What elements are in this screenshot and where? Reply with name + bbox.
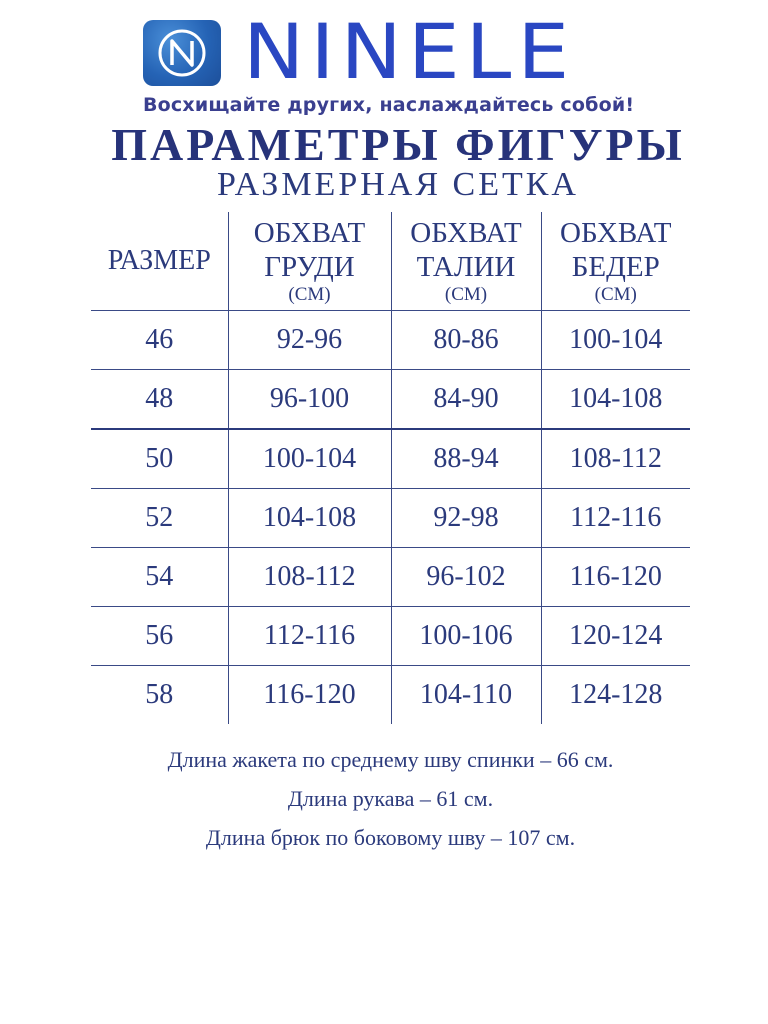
header-hips-line2: БЕДЕР: [571, 251, 660, 283]
table-row: [91, 489, 690, 548]
waist-cell: 100-106: [391, 607, 541, 666]
hips-cell: 112-116: [541, 489, 690, 548]
size-cell: 52: [91, 489, 228, 548]
header-hips-unit: (СМ): [594, 284, 637, 305]
hips-cell: 124-128: [541, 666, 690, 725]
note-sleeve-length: Длина рукава – 61 см.: [287, 786, 494, 811]
size-chart-table: [91, 212, 690, 724]
waist-cell: 84-90: [391, 370, 541, 430]
size-cell: 58: [91, 666, 228, 725]
chest-cell: 108-112: [228, 548, 391, 607]
hips-cell: 100-104: [541, 311, 690, 370]
table-row: [91, 666, 690, 725]
table-row: [91, 607, 690, 666]
header-chest-unit: (СМ): [288, 284, 331, 305]
brand-logo: [143, 8, 576, 97]
header-chest: [228, 212, 391, 311]
hips-cell: 116-120: [541, 548, 690, 607]
chest-cell: 100-104: [228, 429, 391, 489]
waist-cell: 96-102: [391, 548, 541, 607]
header-waist-line2: ТАЛИИ: [416, 251, 516, 283]
table-row: [91, 429, 690, 489]
header-waist-unit: (СМ): [444, 284, 488, 305]
waist-cell: 92-98: [391, 489, 541, 548]
size-cell: 50: [91, 429, 228, 489]
waist-cell: 80-86: [391, 311, 541, 370]
chest-cell: 96-100: [228, 370, 391, 430]
size-cell: 56: [91, 607, 228, 666]
header-waist-line1: ОБХВАТ: [410, 217, 522, 249]
header-size: [91, 212, 228, 311]
page-title: ПАРАМЕТРЫ ФИГУРЫ: [111, 119, 685, 170]
header-waist: [391, 212, 541, 311]
chest-cell: 116-120: [228, 666, 391, 725]
hips-cell: 104-108: [541, 370, 690, 430]
header-hips: [541, 212, 690, 311]
table-row: [91, 548, 690, 607]
size-cell: 48: [91, 370, 228, 430]
header-chest-line2: ГРУДИ: [264, 251, 355, 283]
header-chest-line1: ОБХВАТ: [253, 217, 366, 249]
chest-cell: 112-116: [228, 607, 391, 666]
chest-cell: 104-108: [228, 489, 391, 548]
hips-cell: 120-124: [541, 607, 690, 666]
hips-cell: 108-112: [541, 429, 690, 489]
n-monogram-icon: [143, 20, 221, 86]
brand-tagline: Восхищайте других, наслаждайтесь собой!: [143, 94, 635, 116]
page-subtitle: РАЗМЕРНАЯ СЕТКА: [217, 166, 579, 203]
table-header-row: [91, 212, 690, 311]
note-trousers-length: Длина брюк по боковому шву – 107 см.: [205, 825, 576, 850]
measurement-notes: [0, 742, 768, 859]
chest-cell: 92-96: [228, 311, 391, 370]
waist-cell: 104-110: [391, 666, 541, 725]
size-cell: 54: [91, 548, 228, 607]
header-size-label: РАЗМЕР: [107, 245, 211, 276]
table-row: [91, 370, 690, 430]
table-row: [91, 311, 690, 370]
note-jacket-length: Длина жакета по среднему шву спинки – 66 см.: [167, 747, 614, 772]
size-cell: 46: [91, 311, 228, 370]
header-hips-line1: ОБХВАТ: [560, 217, 672, 249]
waist-cell: 88-94: [391, 429, 541, 489]
brand-wordmark: NINELE: [243, 8, 576, 97]
